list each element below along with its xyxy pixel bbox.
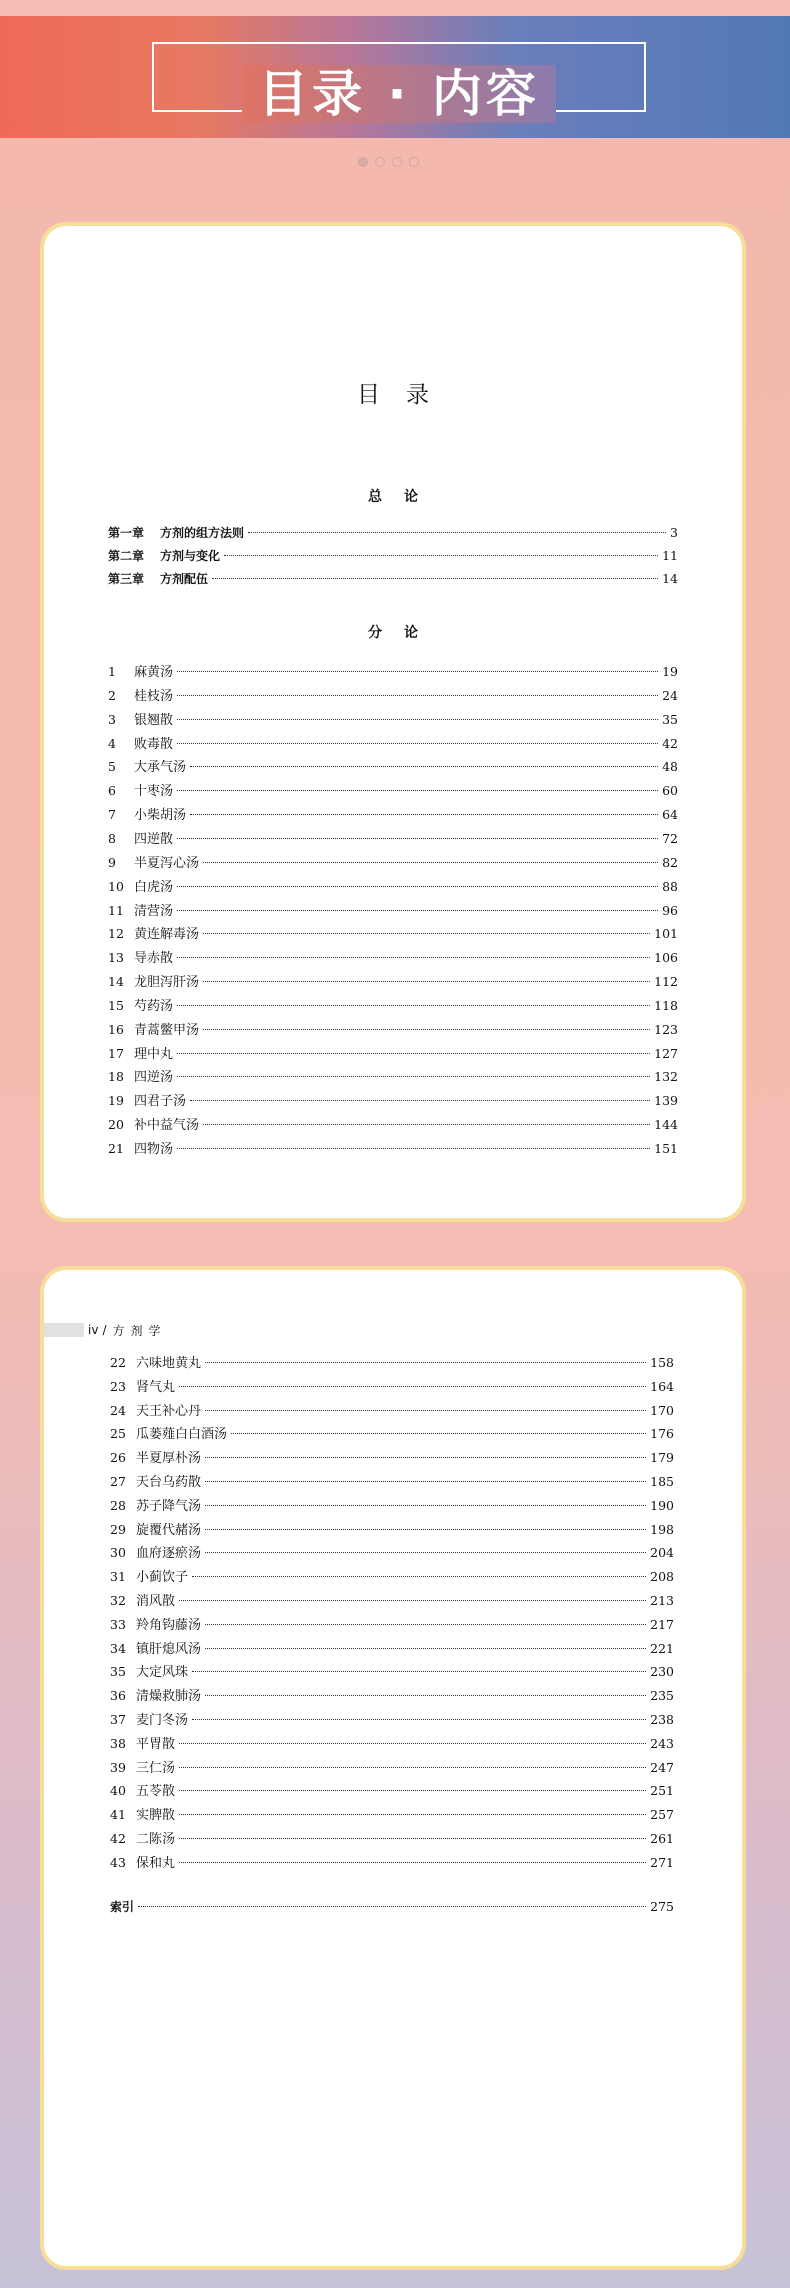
item-index: 43	[110, 1854, 126, 1870]
leader-dots	[179, 1838, 646, 1839]
toc-row[interactable]	[108, 1021, 678, 1039]
leader-dots	[203, 1029, 650, 1030]
formula-name: 黄连解毒汤	[134, 927, 200, 943]
item-index: 32	[110, 1593, 126, 1608]
page-number: 261	[650, 1831, 674, 1846]
toc-row[interactable]	[108, 973, 678, 991]
leader-dots	[177, 957, 650, 958]
leader-dots	[177, 790, 658, 791]
formula-name: 血府逐瘀汤	[136, 1546, 202, 1562]
page-number: 275	[650, 1899, 674, 1914]
specific-heading: 分论	[368, 625, 440, 641]
toc-row[interactable]	[110, 1473, 674, 1491]
formula-name: 半夏厚朴汤	[136, 1451, 202, 1467]
page-number: 238	[650, 1712, 674, 1727]
chapter-number: 第二章	[108, 549, 145, 563]
page-number: 106	[654, 950, 678, 966]
item-index: 10	[108, 878, 124, 894]
toc-row[interactable]	[110, 1521, 674, 1539]
item-index: 39	[110, 1759, 126, 1775]
page-number: 139	[654, 1093, 678, 1109]
formula-name: 四君子汤	[134, 1094, 187, 1110]
item-index: 3	[108, 711, 116, 727]
leader-dots	[179, 1600, 646, 1601]
item-index: 11	[108, 902, 124, 918]
toc-row[interactable]	[108, 711, 678, 729]
leader-dots	[177, 743, 658, 744]
item-index: 28	[110, 1497, 126, 1513]
leader-dots	[179, 1790, 646, 1791]
item-index: 6	[108, 783, 116, 799]
item-index: 15	[108, 997, 124, 1013]
leader-dots	[205, 1695, 646, 1696]
item-index: 38	[110, 1735, 126, 1751]
toc-row[interactable]	[108, 735, 678, 753]
leader-dots	[212, 578, 658, 579]
item-index: 13	[108, 950, 124, 966]
formula-name: 肾气丸	[136, 1379, 176, 1395]
leader-dots	[205, 1410, 646, 1411]
formula-name: 白虎汤	[134, 879, 174, 895]
formula-name: 半夏泻心汤	[134, 855, 200, 871]
page-number: 221	[650, 1640, 674, 1656]
page-number: 257	[650, 1807, 674, 1823]
formula-name: 五苓散	[136, 1784, 176, 1800]
item-index: 14	[108, 974, 124, 990]
formula-name: 清营汤	[134, 903, 174, 919]
toc-row[interactable]	[110, 1616, 674, 1634]
chapter-title: 方剂与变化	[160, 549, 221, 563]
leader-dots	[190, 766, 658, 767]
formula-name: 理中丸	[134, 1046, 174, 1062]
item-index: 25	[110, 1426, 126, 1442]
item-index: 29	[110, 1521, 126, 1537]
leader-dots	[177, 719, 658, 720]
formula-name: 六味地黄丸	[136, 1356, 202, 1371]
leader-dots	[177, 1005, 650, 1006]
toc-row[interactable]	[108, 1045, 678, 1063]
item-index: 22	[110, 1355, 126, 1370]
toc-row[interactable]	[110, 1449, 674, 1467]
chapter-number: 第一章	[108, 526, 145, 540]
toc-row[interactable]	[108, 1140, 678, 1158]
leader-dots	[179, 1814, 646, 1815]
index-label: 索引	[110, 1900, 135, 1914]
item-index: 9	[108, 854, 116, 870]
toc-page-2	[40, 1266, 746, 2270]
item-index: 7	[108, 807, 116, 823]
toc-row[interactable]	[108, 997, 678, 1015]
toc-row[interactable]	[110, 1830, 674, 1848]
leader-dots	[205, 1505, 646, 1506]
formula-name: 小柴胡汤	[134, 808, 187, 824]
page-number: 179	[650, 1450, 674, 1466]
formula-name: 消风散	[136, 1594, 176, 1609]
formula-name: 清燥救肺汤	[136, 1689, 202, 1705]
page-number: 96	[662, 902, 678, 918]
item-index: 16	[108, 1021, 124, 1037]
page-number: 204	[650, 1545, 674, 1561]
page-number: 88	[662, 878, 678, 894]
leader-dots	[190, 814, 658, 815]
carousel-dots	[358, 157, 419, 167]
item-index: 23	[110, 1378, 126, 1394]
item-index: 19	[108, 1093, 124, 1109]
banner	[0, 16, 790, 138]
page-number: 127	[654, 1045, 678, 1061]
leader-dots	[177, 1076, 650, 1077]
formula-name: 大承气汤	[134, 760, 187, 776]
banner-title-text: 目录 · 内容	[242, 65, 556, 123]
formula-name: 麦门冬汤	[136, 1713, 189, 1728]
leader-dots	[177, 695, 658, 696]
toc-row[interactable]	[110, 1425, 674, 1443]
toc-row[interactable]	[110, 1354, 674, 1372]
formula-name: 瓜蒌薤白白酒汤	[136, 1427, 228, 1443]
page-number: 243	[650, 1735, 674, 1751]
leader-dots	[205, 1648, 646, 1649]
carousel-dot-1[interactable]	[358, 157, 368, 167]
formula-name: 大定风珠	[136, 1665, 189, 1681]
formula-name: 补中益气汤	[134, 1118, 200, 1134]
toc-row[interactable]	[108, 1068, 678, 1086]
page-number: 72	[662, 830, 678, 846]
banner-title	[152, 50, 646, 138]
header-book-title: 方剂学	[112, 1323, 167, 1338]
running-header	[44, 1322, 254, 1338]
leader-dots	[205, 1481, 646, 1482]
item-index: 40	[110, 1783, 126, 1799]
item-index: 17	[108, 1045, 124, 1061]
chapter-title: 方剂配伍	[160, 572, 209, 586]
page-number: 208	[650, 1569, 674, 1585]
toc-row[interactable]	[108, 1116, 678, 1134]
header-page-roman: iv	[88, 1323, 99, 1337]
leader-dots	[179, 1862, 646, 1863]
leader-dots	[205, 1624, 646, 1625]
leader-dots	[192, 1719, 646, 1720]
toc-row[interactable]	[108, 687, 678, 705]
toc-row[interactable]	[108, 663, 678, 681]
formula-name: 保和丸	[136, 1855, 176, 1871]
formula-name: 镇肝熄风汤	[136, 1641, 202, 1657]
chapter-title: 方剂的组方法则	[160, 526, 245, 540]
formula-name: 天王补心丹	[136, 1403, 202, 1419]
formula-name: 桂枝汤	[134, 688, 174, 704]
item-index: 5	[108, 759, 116, 775]
leader-dots	[224, 555, 658, 556]
page-number: 144	[654, 1117, 678, 1133]
page-number: 11	[662, 548, 678, 563]
formula-name: 小蓟饮子	[136, 1570, 189, 1586]
top-strip	[0, 0, 790, 16]
item-index: 31	[110, 1569, 126, 1585]
formula-name: 四逆汤	[134, 1070, 174, 1086]
item-index: 8	[108, 830, 116, 846]
item-index: 36	[110, 1688, 126, 1704]
formula-name: 青蒿鳖甲汤	[134, 1022, 200, 1038]
item-index: 27	[110, 1474, 126, 1489]
page-number: 213	[650, 1593, 674, 1608]
formula-name: 旋覆代赭汤	[136, 1522, 202, 1538]
leader-dots	[192, 1671, 646, 1672]
item-index: 2	[108, 687, 116, 703]
page-number: 64	[662, 807, 678, 823]
toc-row[interactable]	[110, 1806, 674, 1824]
toc-row[interactable]	[110, 1663, 674, 1681]
leader-dots	[138, 1906, 646, 1907]
header-slash: /	[102, 1323, 107, 1337]
formula-name: 四逆散	[134, 831, 174, 847]
page-number: 170	[650, 1402, 674, 1418]
leader-dots	[179, 1767, 646, 1768]
leader-dots	[203, 933, 650, 934]
formula-name: 实脾散	[136, 1808, 176, 1824]
toc-row[interactable]	[110, 1402, 674, 1420]
page-number: 164	[650, 1378, 674, 1394]
carousel-dot-4[interactable]	[409, 157, 419, 167]
header-bar	[44, 1323, 84, 1337]
leader-dots	[179, 1743, 646, 1744]
page-number: 198	[650, 1521, 674, 1537]
page-number: 19	[662, 664, 678, 679]
toc-row[interactable]	[108, 878, 678, 896]
item-index: 21	[108, 1141, 124, 1156]
page-number: 82	[662, 854, 678, 870]
toc-row[interactable]	[108, 949, 678, 967]
leader-dots	[231, 1433, 646, 1434]
toc-row[interactable]	[108, 758, 678, 776]
page-number: 271	[650, 1854, 674, 1870]
formula-name: 龙胆泻肝汤	[134, 975, 200, 991]
carousel-dot-2[interactable]	[375, 157, 385, 167]
item-index: 26	[110, 1450, 126, 1466]
item-index: 1	[108, 664, 116, 679]
leader-dots	[177, 838, 658, 839]
index-row[interactable]	[110, 1898, 674, 1916]
leader-dots	[179, 1386, 646, 1387]
page-number: 151	[654, 1141, 678, 1156]
leader-dots	[192, 1576, 646, 1577]
toc-page-1	[40, 222, 746, 1222]
item-index: 35	[110, 1664, 126, 1680]
formula-name: 银翘散	[134, 712, 174, 728]
formula-name: 苏子降气汤	[136, 1498, 202, 1514]
carousel-dot-3[interactable]	[392, 157, 402, 167]
formula-name: 芍药汤	[134, 998, 174, 1014]
page-number: 235	[650, 1688, 674, 1704]
chapter-row[interactable]	[108, 547, 678, 565]
page-number: 190	[650, 1497, 674, 1513]
doc-title: 目录	[357, 382, 455, 408]
page-number: 35	[662, 711, 678, 727]
leader-dots	[205, 1457, 646, 1458]
toc-row[interactable]	[108, 854, 678, 872]
leader-dots	[203, 1124, 650, 1125]
item-index: 33	[110, 1616, 126, 1632]
leader-dots	[177, 1148, 650, 1149]
leader-dots	[177, 671, 658, 672]
leader-dots	[203, 981, 650, 982]
leader-dots	[177, 1053, 650, 1054]
page-number: 123	[654, 1021, 678, 1037]
toc-row[interactable]	[110, 1568, 674, 1586]
formula-name: 羚角钩藤汤	[136, 1617, 202, 1633]
toc-row[interactable]	[110, 1854, 674, 1872]
formula-name: 四物汤	[134, 1142, 174, 1157]
page-number: 158	[650, 1355, 674, 1370]
page-number: 217	[650, 1616, 674, 1632]
formula-name: 麻黄汤	[134, 665, 174, 680]
item-index: 42	[110, 1831, 126, 1846]
toc-row[interactable]	[108, 925, 678, 943]
toc-row[interactable]	[110, 1544, 674, 1562]
item-index: 34	[110, 1640, 126, 1656]
page-number: 185	[650, 1474, 674, 1489]
toc-row[interactable]	[110, 1592, 674, 1610]
page-number: 132	[654, 1069, 678, 1085]
item-index: 20	[108, 1117, 124, 1133]
page-number: 247	[650, 1759, 674, 1775]
toc-row[interactable]	[108, 830, 678, 848]
chapter-number: 第三章	[108, 572, 145, 586]
page-number: 24	[662, 687, 678, 703]
toc-row[interactable]	[108, 806, 678, 824]
leader-dots	[205, 1362, 646, 1363]
leader-dots	[248, 532, 666, 533]
page-number: 112	[654, 974, 678, 990]
page-number: 230	[650, 1664, 674, 1680]
toc-row[interactable]	[110, 1711, 674, 1729]
formula-name: 天台乌药散	[136, 1475, 202, 1490]
page-number: 60	[662, 783, 678, 799]
formula-name: 十枣汤	[134, 784, 174, 800]
toc-row[interactable]	[108, 902, 678, 920]
toc-row[interactable]	[110, 1378, 674, 1396]
page-number: 14	[662, 571, 678, 586]
leader-dots	[205, 1529, 646, 1530]
toc-row[interactable]	[110, 1640, 674, 1658]
item-index: 4	[108, 735, 116, 751]
item-index: 24	[110, 1402, 126, 1418]
page-number: 176	[650, 1426, 674, 1442]
page-number: 118	[654, 997, 678, 1013]
toc-row[interactable]	[110, 1735, 674, 1753]
leader-dots	[203, 862, 658, 863]
leader-dots	[177, 910, 658, 911]
toc-row[interactable]	[110, 1759, 674, 1777]
item-index: 37	[110, 1712, 126, 1727]
formula-name: 导赤散	[134, 951, 174, 967]
page-number: 3	[670, 525, 678, 540]
item-index: 18	[108, 1069, 124, 1085]
toc-row[interactable]	[110, 1782, 674, 1800]
page-number: 251	[650, 1783, 674, 1799]
toc-row[interactable]	[110, 1497, 674, 1515]
item-index: 12	[108, 926, 124, 942]
toc-row[interactable]	[108, 782, 678, 800]
leader-dots	[177, 886, 658, 887]
toc-row[interactable]	[110, 1687, 674, 1705]
page-number: 42	[662, 735, 678, 751]
leader-dots	[190, 1100, 650, 1101]
page-number: 48	[662, 759, 678, 775]
leader-dots	[205, 1552, 646, 1553]
formula-name: 平胃散	[136, 1736, 176, 1752]
item-index: 41	[110, 1807, 126, 1823]
toc-row[interactable]	[108, 1092, 678, 1110]
chapter-row[interactable]	[108, 570, 678, 588]
formula-name: 败毒散	[134, 736, 174, 752]
general-heading: 总论	[368, 489, 440, 505]
chapter-row[interactable]	[108, 524, 678, 542]
formula-name: 三仁汤	[136, 1760, 176, 1776]
item-index: 30	[110, 1545, 126, 1561]
formula-name: 二陈汤	[136, 1832, 176, 1847]
page-number: 101	[654, 926, 678, 942]
